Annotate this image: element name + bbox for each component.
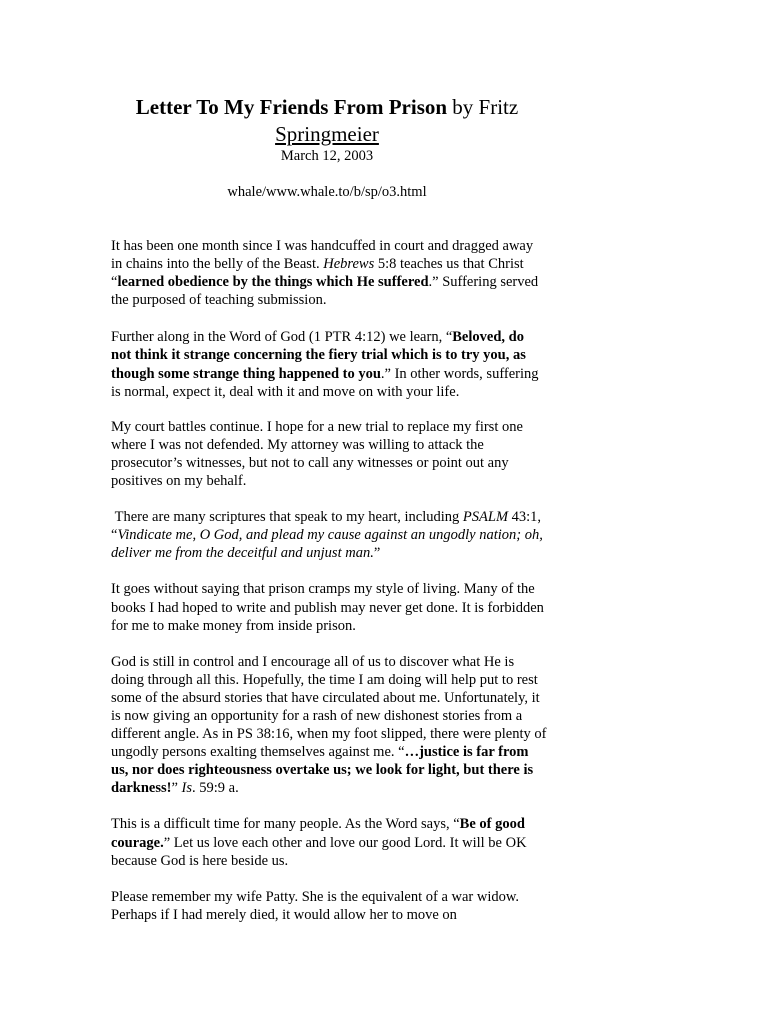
paragraph-6: God is still in control and I encourage all of us to discover what He is doing through all this. Hopefully, the time I am doing will help put to rest some of the absurd stories that have circulated about me. Unfortunately, it is now giving an opportunity for a rash of new dishonest stories from a different angle. As in PS 38:16, when my foot slipped, there were plenty of ungodly persons exalting themselves against me. “…justice is far from us, nor does righteousness overtake us; we look for light, but there is darkness!” Is. 59:9 a. — [111, 653, 547, 797]
letter-body — [111, 237, 547, 942]
paragraph-8: Please remember my wife Patty. She is the equivalent of a war widow. Perhaps if I had merely died, it would allow her to move on — [111, 888, 520, 923]
paragraph-3: My court battles continue. I hope for a new trial to replace my first one where I was not defended. My attorney was willing to attack the prosecutor’s witnesses, but not to call any witnesses or point out any positives on my behalf. — [111, 418, 523, 490]
paragraph-1: It has been one month since I was handcuffed in court and dragged away in chains into the belly of the Beast. Hebrews 5:8 teaches us that Christ “learned obedience by the things which He suffered.” Suffering served the purposed of teaching submission. — [111, 238, 539, 309]
letter-title — [110, 94, 544, 148]
title-bold: Letter To My Friends From Prison — [135, 95, 448, 119]
paragraph-5: It goes without saying that prison cramps my style of living. Many of the books I had hoped to write and publish may never get done. It is forbidden for me to make money from inside prison. — [111, 581, 544, 634]
title-by: by Fritz — [447, 95, 519, 119]
author-name: Springmeier — [275, 122, 379, 146]
source-reference: whale/www.whale.to/b/sp/o3.html — [227, 184, 427, 200]
paragraph-2: Further along in the Word of God (1 PTR 4:12) we learn, “Beloved, do not think it strange concerning the fiery trial which is to try you, as though some strange thing happened to you.” In other words, suffering is normal, expect it, deal with it and move on with your life. — [111, 329, 539, 400]
paragraph-7: This is a difficult time for many people. As the Word says, “Be of good courage.” Let us love each other and love our good Lord. It will be OK because God is here beside us. — [111, 816, 527, 869]
paragraph-4: There are many scriptures that speak to my heart, including PSALM 43:1, “Vindicate me, O God, and plead my cause against an ungodly nation; oh, deliver me from the deceitful and unjust man.” — [111, 509, 543, 562]
letter-date: March 12, 2003 — [280, 148, 374, 164]
